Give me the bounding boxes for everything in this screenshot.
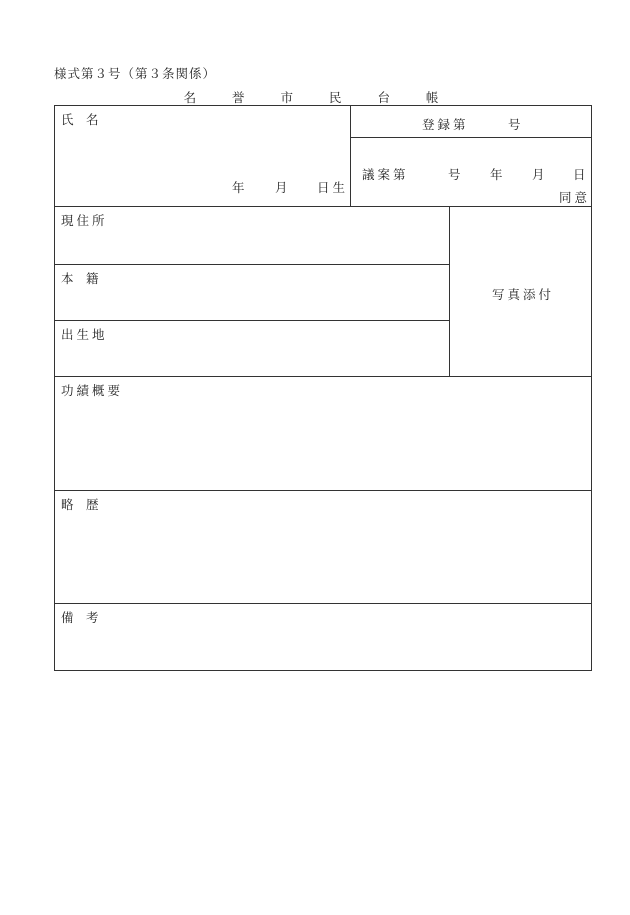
divider-info-block xyxy=(54,376,592,377)
divider-top-block xyxy=(54,206,592,207)
biography-label: 略 歴 xyxy=(61,497,99,512)
resolution-day: 日 xyxy=(573,167,586,182)
resolution-consent: 同意 xyxy=(559,190,591,205)
birthplace-label: 出生地 xyxy=(61,327,108,342)
page-title: 名 誉 市 民 台 帳 xyxy=(183,90,455,105)
birth-year-label: 年 xyxy=(232,180,245,195)
divider-registration xyxy=(350,137,592,138)
photo-placeholder-label: 写真添付 xyxy=(492,287,555,302)
registration-suffix: 号 xyxy=(508,117,521,132)
resolution-year: 年 xyxy=(490,167,503,182)
resolution-prefix: 議案第 xyxy=(362,167,409,182)
current-address-label: 現住所 xyxy=(61,213,108,228)
birth-day-label: 日生 xyxy=(317,180,349,195)
divider-name-right xyxy=(350,105,351,207)
form-number: 様式第３号（第３条関係） xyxy=(54,66,217,81)
divider-photo-left xyxy=(449,206,450,377)
divider-address xyxy=(54,264,449,265)
resolution-number-suffix: 号 xyxy=(448,167,461,182)
divider-achievements xyxy=(54,490,592,491)
remarks-label: 備 考 xyxy=(61,610,99,625)
name-label: 氏 名 xyxy=(61,112,99,127)
birth-month-label: 月 xyxy=(275,180,288,195)
achievements-label: 功績概要 xyxy=(61,383,124,398)
resolution-month: 月 xyxy=(532,167,545,182)
registration-prefix: 登録第 xyxy=(422,117,469,132)
divider-biography xyxy=(54,603,592,604)
divider-domicile xyxy=(54,320,449,321)
registered-domicile-label: 本 籍 xyxy=(61,271,99,286)
